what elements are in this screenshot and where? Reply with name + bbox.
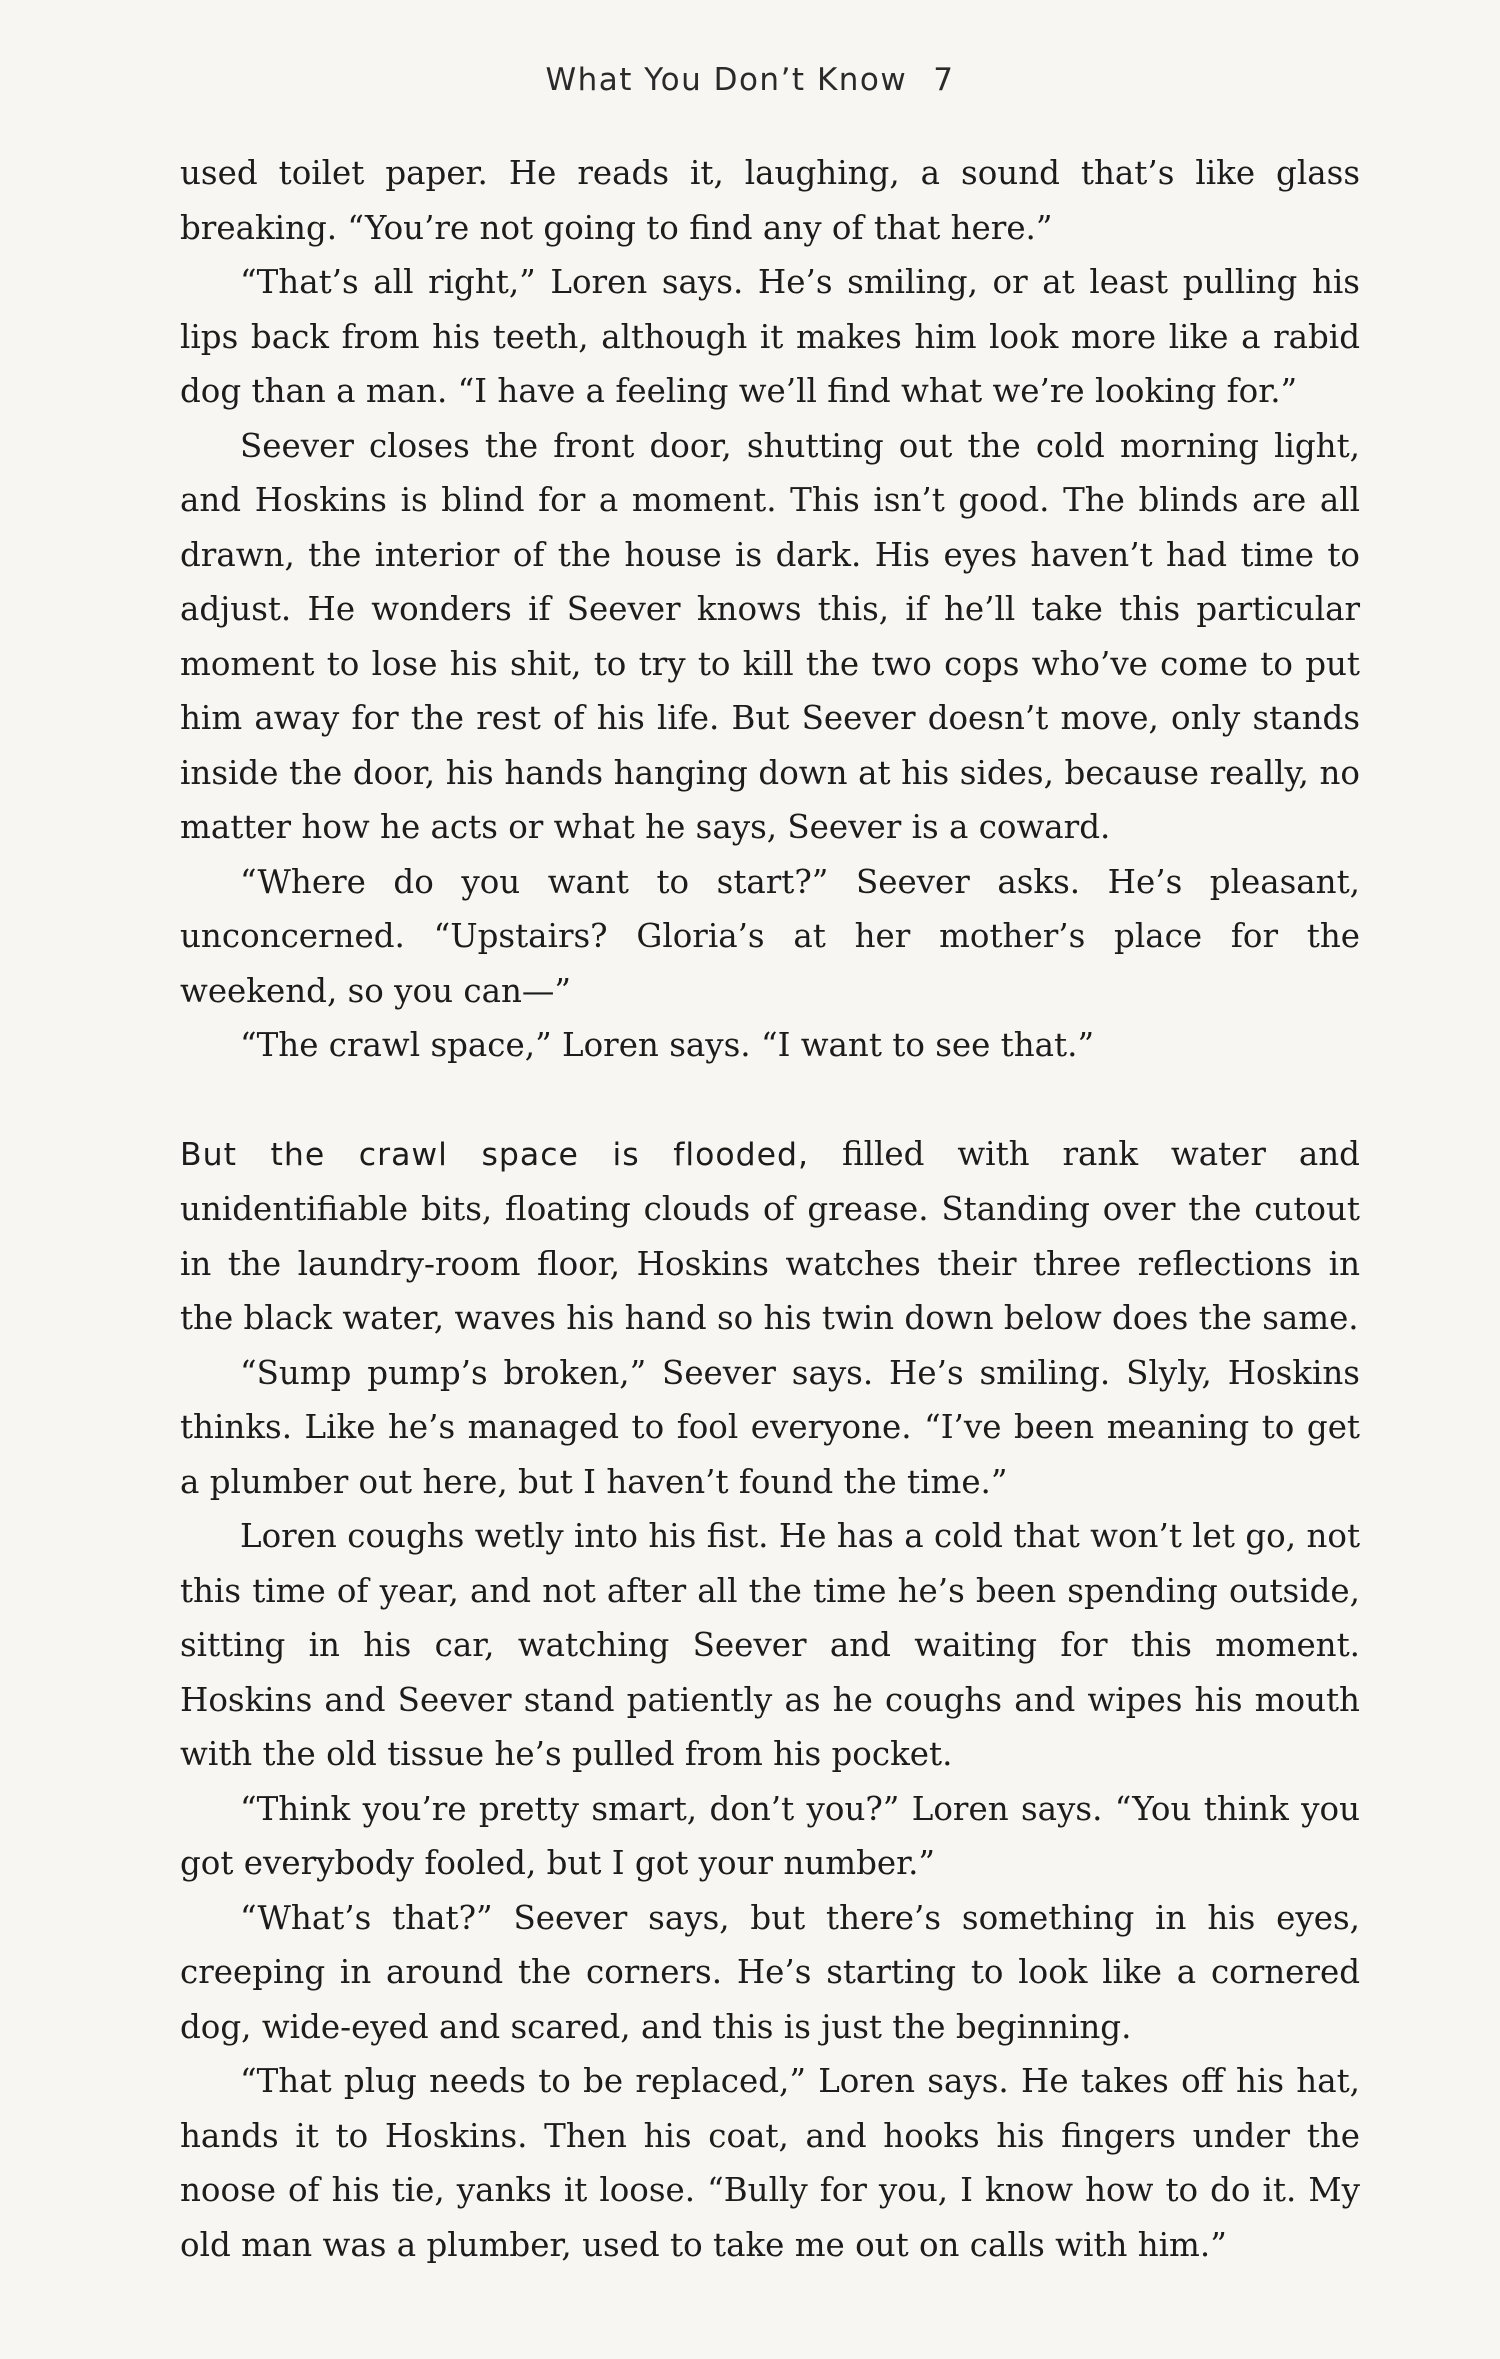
paragraph: “What’s that?” Seever says, but there’s something in his eyes, creeping in around the corners. He’s starting to look like a cornered dog, wide-eyed and scared, and this is just the beginning. xyxy=(180,1898,1360,2046)
section-lead-in: But the crawl space is flooded, xyxy=(180,1136,810,1173)
body-text xyxy=(180,146,1360,2272)
paragraph: Seever closes the front door, shutting out the cold morning light, and Hoskins is blind for a moment. This isn’t good. The blinds are all drawn, the interior of the house is dark. His eyes haven’t had time to adjust. He wonders if Seever knows this, if he’ll take this particular moment to lose his shit, to try to kill the two cops who’ve come to put him away for the rest of his life. But Seever doesn’t move, only stands inside the door, his hands hanging down at his sides, because really, no matter how he acts or what he says, Seever is a coward. xyxy=(180,426,1360,846)
section-opening-text: filled with rank water and unidentifiable bits, floating clouds of grease. Standing over the cutout in the laundry-room floor, Hoskins watches their three reflections in the black water, waves his hand so his twin down below does the same. xyxy=(180,1134,1360,1337)
section-break xyxy=(180,1073,1360,1127)
paragraph: “That’s all right,” Loren says. He’s smiling, or at least pulling his lips back from his teeth, although it makes him look more like a rabid dog than a man. “I have a feeling we’ll find what we’re looking for.” xyxy=(180,263,1360,410)
section-opening-paragraph xyxy=(180,1127,1360,1346)
paragraph: “That plug needs to be replaced,” Loren says. He takes off his hat, hands it to Hoskins. Then his coat, and hooks his fingers under the noose of his tie, yanks it loose. “Bully for you, I know how to do it. My old man was a plumber, used to take me out on calls with him.” xyxy=(180,2062,1360,2264)
paragraph: Loren coughs wetly into his fist. He has a cold that won’t let go, not this time of year, and not after all the time he’s been spending outside, sitting in his car, watching Seever and waiting for this moment. Hoskins and Seever stand patiently as he coughs and wipes his mouth with the old tissue he’s pulled from his pocket. xyxy=(180,1517,1360,1773)
paragraph: “The crawl space,” Loren says. “I want to see that.” xyxy=(240,1026,1095,1064)
paragraph: “Sump pump’s broken,” Seever says. He’s smiling. Slyly, Hoskins thinks. Like he’s managed to fool everyone. “I’ve been meaning to get a plumber out here, but I haven’t found the time.” xyxy=(180,1353,1360,1501)
paragraph: “Think you’re pretty smart, don’t you?” Loren says. “You think you got everybody fooled, but I got your number.” xyxy=(180,1789,1360,1882)
paragraph: used toilet paper. He reads it, laughing, a sound that’s like glass breaking. “You’re not going to find any of that here.” xyxy=(180,154,1360,247)
paragraph: “Where do you want to start?” Seever asks. He’s pleasant, unconcerned. “Upstairs? Gloria’s at her mother’s place for the weekend, so you can—” xyxy=(180,862,1360,1010)
running-header xyxy=(0,62,1500,98)
page-number: 7 xyxy=(933,62,955,98)
book-title: What You Don’t Know xyxy=(545,62,908,98)
